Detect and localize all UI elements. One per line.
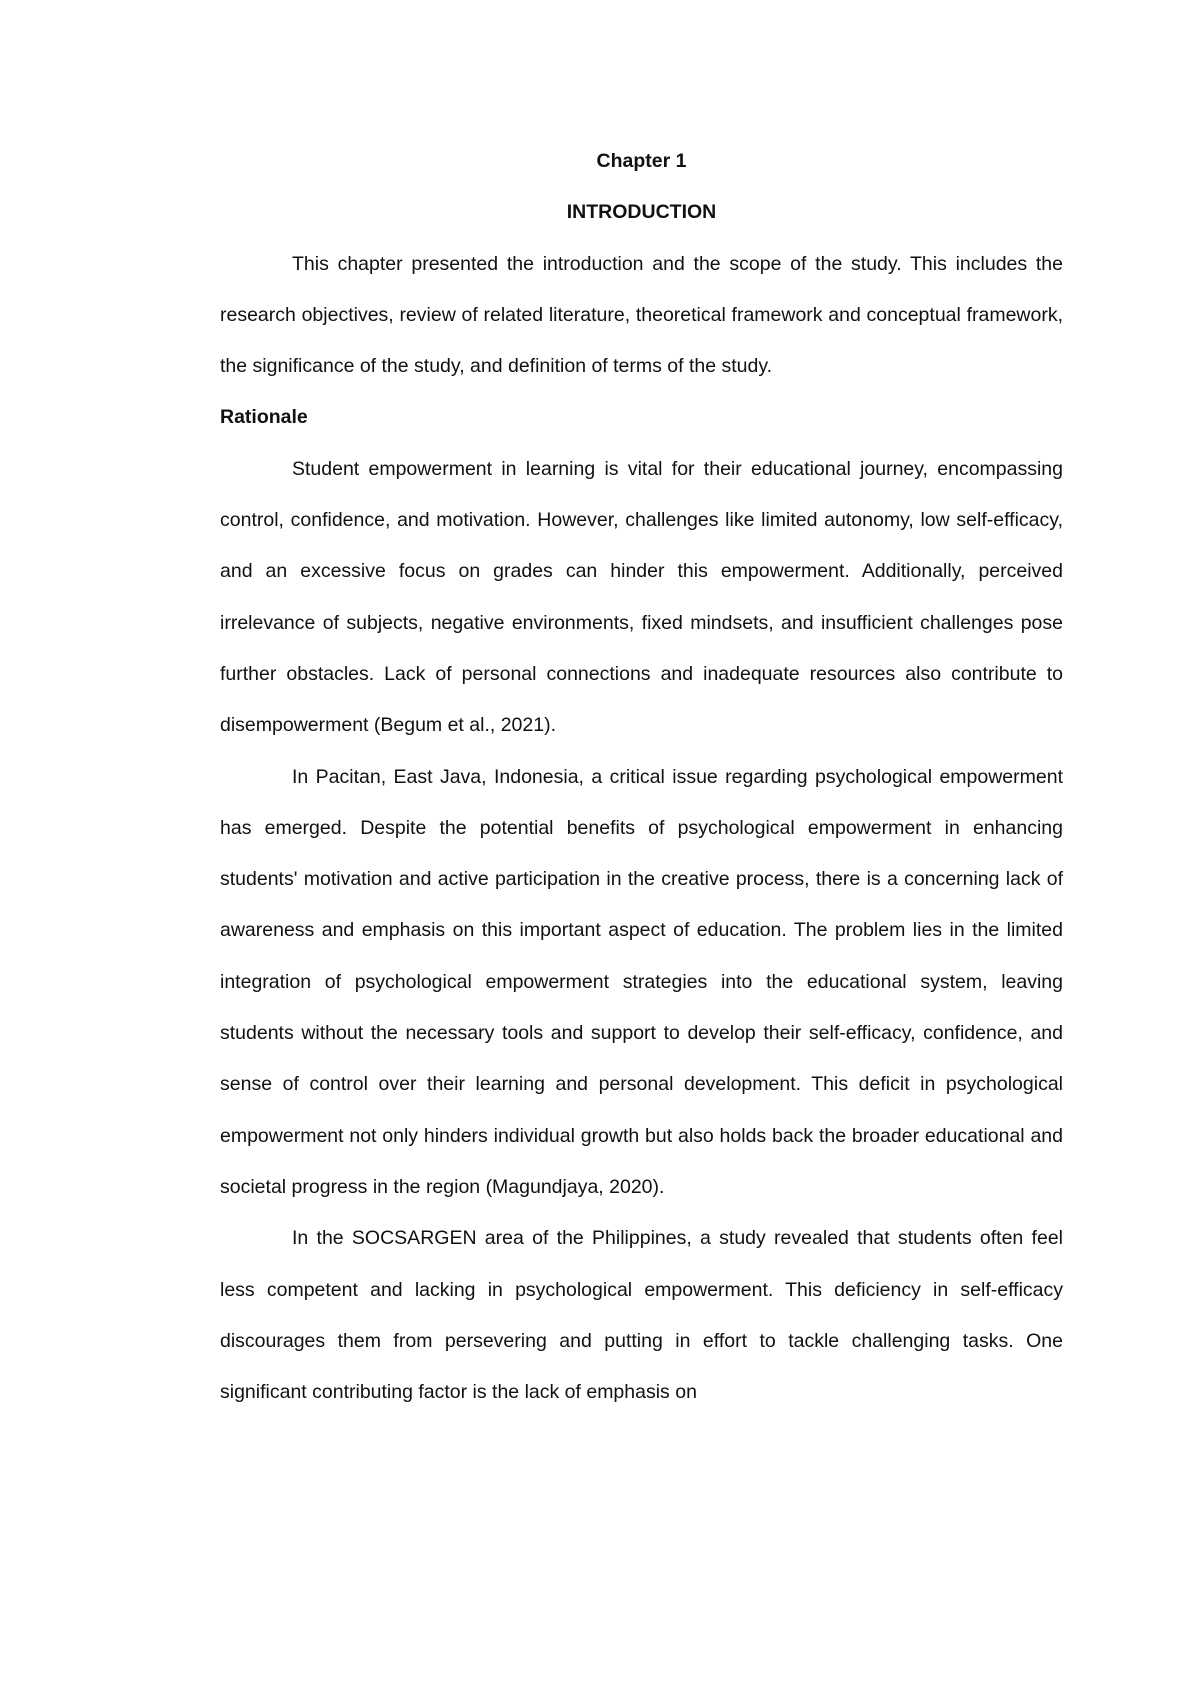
document-body (220, 136, 1063, 1418)
rationale-paragraph: Student empowerment in learning is vital for their educational journey, encompassing control, confidence, and motivation. However, challenges like limited autonomy, low self-efficacy, and an excessive focus on grades can hinder this empowerment. Additionally, perceived irrelevance of subjects, negative environments, fixed mindsets, and insufficient challenges pose further obstacles. Lack of personal connections and inadequate resources also contribute to disempowerment (Begum et al., 2021). (220, 457, 1063, 737)
chapter-title: INTRODUCTION (566, 201, 717, 224)
rationale-paragraph: In Pacitan, East Java, Indonesia, a critical issue regarding psychological empowerment has emerged. Despite the potential benefits of psychological empowerment in enhancing students' motivation and active participation in the creative process, there is a concerning lack of awareness and emphasis on this important aspect of education. The problem lies in the limited integration of psychological empowerment strategies into the educational system, leaving students without the necessary tools and support to develop their self-efficacy, confidence, and sense of control over their learning and personal development. This deficit in psychological empowerment not only hinders individual growth but also holds back the broader educational and societal progress in the region (Magundjaya, 2020). (220, 765, 1063, 1198)
rationale-heading: Rationale (220, 406, 308, 429)
intro-paragraph: This chapter presented the introduction and the scope of the study. This includes the research objectives, review of related literature, theoretical framework and conceptual framework, the significance of the study, and definition of terms of the study. (220, 252, 1063, 378)
chapter-label: Chapter 1 (596, 150, 687, 172)
rationale-paragraph: In the SOCSARGEN area of the Philippines, a study revealed that students often feel less competent and lacking in psychological empowerment. This deficiency in self-efficacy discourages them from persevering and putting in effort to tackle challenging tasks. One significant contributing factor is the lack of emphasis on (220, 1227, 1063, 1404)
